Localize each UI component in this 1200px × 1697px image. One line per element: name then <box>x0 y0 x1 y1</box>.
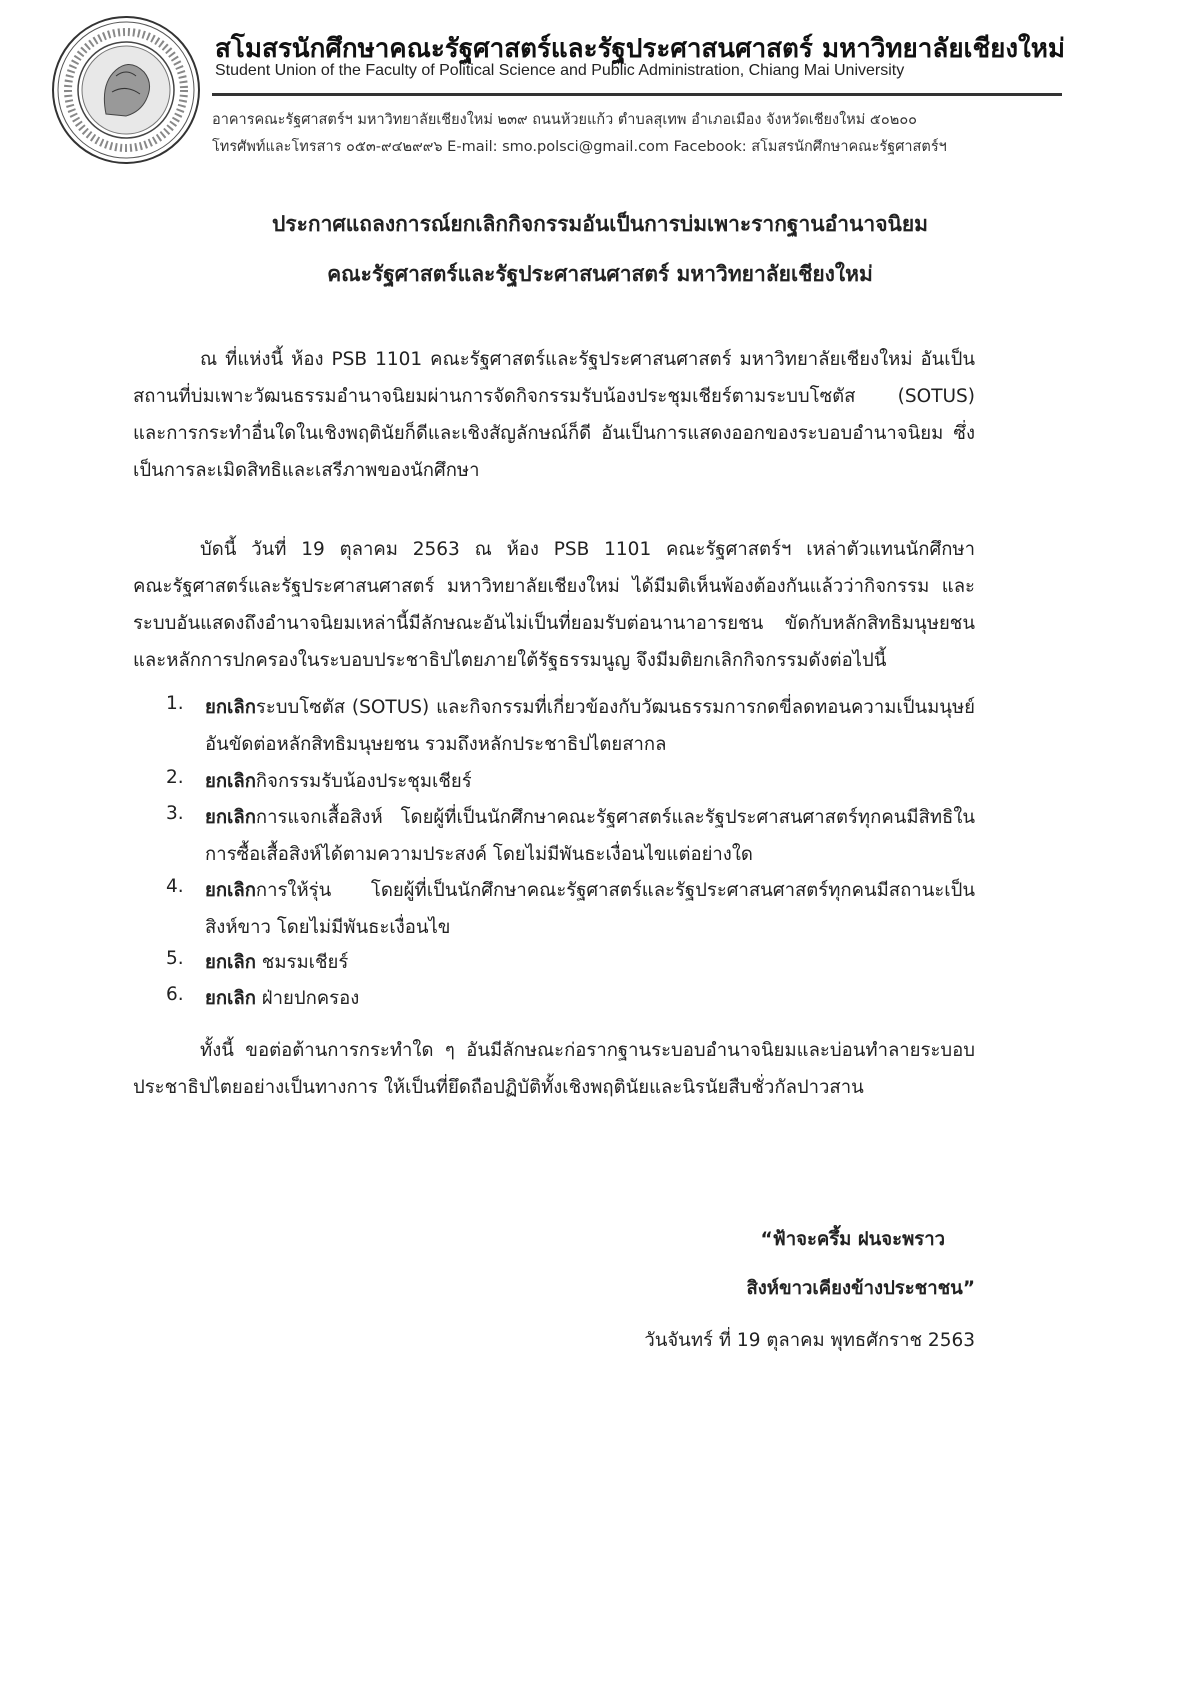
list-item-continuation: อันขัดต่อหลักสิทธิมนุษยชน รวมถึงหลักประชาธิปไตยสากล <box>205 734 667 755</box>
paragraph-2-line: บัดนี้ วันที่ 19 ตุลาคม 2563 ณ ห้อง PSB 1101 คณะรัฐศาสตร์ฯ เหล่าตัวแทนนักศึกษา <box>200 539 975 560</box>
paragraph-2-line: ระบบอันแสดงถึงอำนาจนิยมเหล่านี้มีลักษณะอันไม่เป็นที่ยอมรับต่อนานาอารยชน ขัดกับหลักสิทธิมนุษยชน <box>133 613 975 634</box>
list-number: 2. <box>166 767 184 788</box>
seal-emblem-icon <box>50 14 202 166</box>
list-item <box>205 803 975 832</box>
list-item-keyword: ยกเลิก <box>205 952 256 973</box>
list-item <box>205 693 975 722</box>
paragraph-1-line: และการกระทำอื่นใดในเชิงพฤตินัยก็ดีและเชิงสัญลักษณ์ก็ดี อันเป็นการแสดงออกของระบอบอำนาจนิยม ซึ่ง <box>133 423 975 444</box>
slogan-line-1: “ฟ้าจะครึ้ม ฝนจะพราว <box>760 1229 945 1250</box>
list-item-keyword: ยกเลิก <box>205 880 256 901</box>
list-item <box>205 876 975 905</box>
closing-line: ประชาธิปไตยอย่างเป็นทางการ ให้เป็นที่ยึดถือปฏิบัติทั้งเชิงพฤตินัยและนิรนัยสืบชั่วกัลปาวสาน <box>133 1077 864 1098</box>
list-item-text: การให้รุ่น โดยผู้ที่เป็นนักศึกษาคณะรัฐศาสตร์และรัฐประศาสนศาสตร์ทุกคนมีสถานะเป็น <box>255 880 975 901</box>
list-number: 3. <box>166 803 184 824</box>
announcement-title: ประกาศแถลงการณ์ยกเลิกกิจกรรมอันเป็นการบ่มเพาะรากฐานอำนาจนิยม <box>271 212 929 236</box>
list-item <box>205 767 975 796</box>
list-item-text: ฝ่ายปกครอง <box>255 988 360 1009</box>
signature-date: วันจันทร์ ที่ 19 ตุลาคม พุทธศักราช 2563 <box>644 1330 975 1351</box>
list-item-keyword: ยกเลิก <box>205 697 256 718</box>
paragraph-1-line: สถานที่บ่มเพาะวัฒนธรรมอำนาจนิยมผ่านการจัดกิจกรรมรับน้องประชุมเชียร์ตามระบบโซตัส (SOTUS) <box>133 386 975 407</box>
list-item <box>205 984 975 1013</box>
list-item-keyword: ยกเลิก <box>205 807 256 828</box>
list-item-text: ชมรมเชียร์ <box>255 952 349 973</box>
header-address: อาคารคณะรัฐศาสตร์ฯ มหาวิทยาลัยเชียงใหม่ ๒๓๙ ถนนห้วยแก้ว ตำบลสุเทพ อำเภอเมือง จังหวัดเชียงใหม่ ๕๐๒๐๐ <box>212 112 918 128</box>
list-item <box>205 948 975 977</box>
paragraph-2-line: คณะรัฐศาสตร์และรัฐประศาสนศาสตร์ มหาวิทยาลัยเชียงใหม่ ได้มีมติเห็นพ้องต้องกันแล้วว่ากิจกรรม และ <box>133 576 975 597</box>
paragraph-1-line: เป็นการละเมิดสิทธิและเสรีภาพของนักศึกษา <box>133 460 480 481</box>
slogan-line-2: สิงห์ขาวเคียงข้างประชาชน” <box>746 1278 975 1299</box>
header-title-english: Student Union of the Faculty of Political Science and Public Administration, Chiang Mai University <box>215 62 905 79</box>
list-item-text: การแจกเสื้อสิงห์ โดยผู้ที่เป็นนักศึกษาคณะรัฐศาสตร์และรัฐประศาสนศาสตร์ทุกคนมีสิทธิใน <box>255 807 975 828</box>
header-divider <box>212 93 1062 96</box>
student-union-seal <box>50 14 202 166</box>
list-number: 6. <box>166 984 184 1005</box>
list-item-keyword: ยกเลิก <box>205 988 256 1009</box>
list-item-continuation: การซื้อเสื้อสิงห์ได้ตามความประสงค์ โดยไม่มีพันธะเงื่อนไขแต่อย่างใด <box>205 844 753 865</box>
list-number: 4. <box>166 876 184 897</box>
header-contact: โทรศัพท์และโทรสาร ๐๕๓-๙๔๒๙๙๖ E-mail: smo.polsci@gmail.com Facebook: สโมสรนักศึกษาคณะรัฐศาสตร์ฯ <box>212 139 947 155</box>
list-item-text: ระบบโซตัส (SOTUS) และกิจกรรมที่เกี่ยวข้องกับวัฒนธรรมการกดขี่ลดทอนความเป็นมนุษย์ <box>255 697 975 718</box>
list-number: 5. <box>166 948 184 969</box>
paragraph-2-line: และหลักการปกครองในระบอบประชาธิปไตยภายใต้รัฐธรรมนูญ จึงมีมติยกเลิกกิจกรรมดังต่อไปนี้ <box>133 650 887 671</box>
list-item-continuation: สิงห์ขาว โดยไม่มีพันธะเงื่อนไข <box>205 917 451 938</box>
list-number: 1. <box>166 693 184 714</box>
paragraph-1-line: ณ ที่แห่งนี้ ห้อง PSB 1101 คณะรัฐศาสตร์และรัฐประศาสนศาสตร์ มหาวิทยาลัยเชียงใหม่ อันเป็น <box>200 349 975 370</box>
list-item-keyword: ยกเลิก <box>205 771 256 792</box>
list-item-text: กิจกรรมรับน้องประชุมเชียร์ <box>255 771 472 792</box>
announcement-subtitle: คณะรัฐศาสตร์และรัฐประศาสนศาสตร์ มหาวิทยาลัยเชียงใหม่ <box>327 262 873 286</box>
closing-line: ทั้งนี้ ขอต่อต้านการกระทำใด ๆ อันมีลักษณะก่อรากฐานระบอบอำนาจนิยมและบ่อนทำลายระบอบ <box>200 1040 975 1061</box>
header-title-thai: สโมสรนักศึกษาคณะรัฐศาสตร์และรัฐประศาสนศาสตร์ มหาวิทยาลัยเชียงใหม่ <box>215 34 1065 64</box>
